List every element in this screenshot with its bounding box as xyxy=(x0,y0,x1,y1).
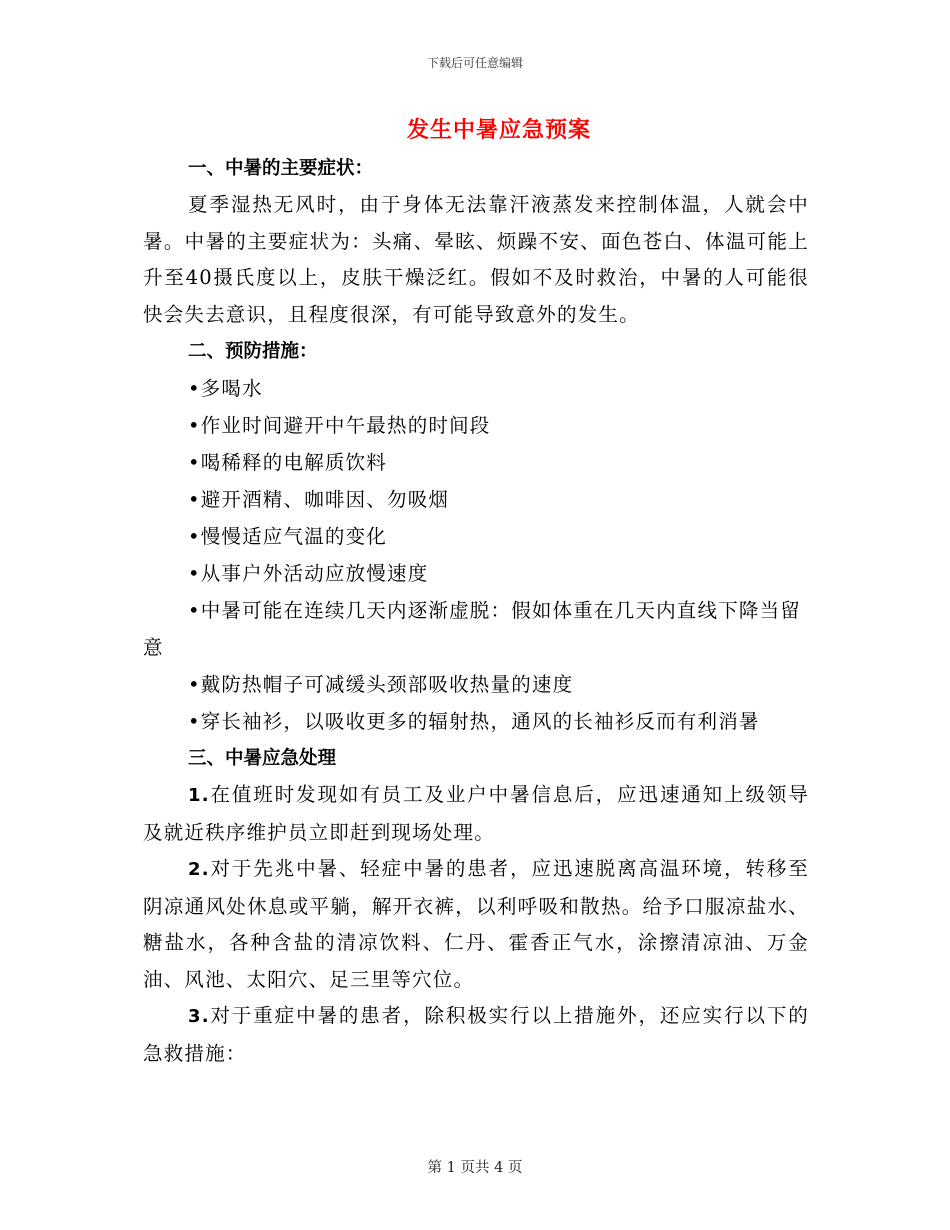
list-item: •从事户外活动应放慢速度 xyxy=(188,562,429,585)
section-heading-symptoms: 一、中暑的主要症状： xyxy=(188,158,374,179)
emergency-step-1 xyxy=(143,777,809,851)
step-number: 3. xyxy=(188,1006,210,1027)
page-number-footer: 第 1 页共 4 页 xyxy=(427,1160,523,1176)
step-text: 在值班时发现如有员工及业户中暑信息后，应迅速通知上级领导及就近秩序维护员立即赶到现场处理。 xyxy=(143,783,809,844)
section-heading-emergency: 三、中暑应急处理 xyxy=(188,748,337,769)
list-item: •作业时间避开中午最热的时间段 xyxy=(188,414,491,437)
emergency-step-3 xyxy=(143,998,809,1072)
section-heading-prevention: 二、预防措施： xyxy=(188,341,318,362)
emergency-step-2 xyxy=(143,851,809,998)
symptoms-paragraph: 夏季湿热无风时，由于身体无法靠汗液蒸发来控制体温，人就会中暑。中暑的主要症状为：头痛、晕眩、烦躁不安、面色苍白、体温可能上升至40摄氏度以上，皮肤干燥泛红。假如不及时救治，中暑的人可能很快会失去意识，且程度很深，有可能导致意外的发生。 xyxy=(143,193,809,326)
document-body xyxy=(143,150,809,1072)
list-item: •中暑可能在连续几天内逐渐虚脱：假如体重在几天内直线下降当留意 xyxy=(143,599,802,659)
list-item: •慢慢适应气温的变化 xyxy=(188,525,388,548)
step-text: 对于重症中暑的患者，除积极实行以上措施外，还应实行以下的急救措施： xyxy=(143,1004,809,1065)
step-number: 1. xyxy=(188,785,210,806)
list-item: •多喝水 xyxy=(188,377,263,400)
document-title: 发生中暑应急预案 xyxy=(406,118,591,143)
list-item: •喝稀释的电解质饮料 xyxy=(188,451,388,474)
list-item: •戴防热帽子可减缓头颈部吸收热量的速度 xyxy=(188,673,574,696)
step-number: 2. xyxy=(188,859,210,880)
page-header-note: 下载后可任意编辑 xyxy=(426,56,523,70)
list-item: •穿长袖衫，以吸收更多的辐射热，通风的长袖衫反而有利消暑 xyxy=(188,710,760,733)
step-text: 对于先兆中暑、轻症中暑的患者，应迅速脱离高温环境，转移至阴凉通风处休息或平躺，解开衣裤，以利呼吸和散热。给予口服凉盐水、糖盐水，各种含盐的清凉饮料、仁丹、霍香正气水，涂擦清凉油、万金油、风池、太阳穴、足三里等穴位。 xyxy=(143,857,809,991)
list-item: •避开酒精、咖啡因、勿吸烟 xyxy=(188,488,450,511)
